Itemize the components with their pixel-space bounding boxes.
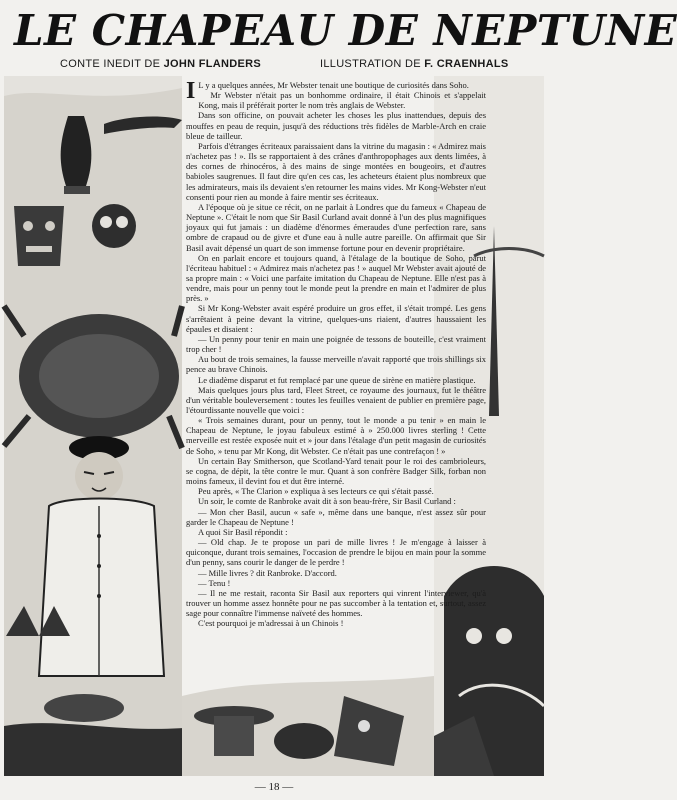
story-paragraph: Un certain Bay Smitherson, que Scotland-Yard tenait pour le roi des cambrioleurs, se cogna, de dépit, la tête contre le mur. Quant à son confrère Badger Silk, forban non moins fameux, il devint fou et dut être interné. [186, 455, 486, 487]
drop-cap: I [186, 78, 196, 104]
story-paragraph: — Mille livres ? dit Ranbroke. D'accord. [198, 567, 337, 578]
story-paragraph: A l'époque où je situe ce récit, on ne parlait à Londres que du fameux « Chapeau de Neptune ». C'était le nom que Sir Basil Curland avait donné à l'un des plus magnifiques joyaux qui fut jamais : un diadème d'énormes émeraudes d'une perfection rare, sans ombre de crapaud ou de givre et d'une eau à nulle autre pareille. On affirmait que Sir Basil avait dépensé un quart de son immense fortune pour en devenir propriétaire. [186, 201, 486, 253]
author-credit [60, 58, 261, 70]
story-paragraph: « Trois semaines durant, pour un penny, tout le monde a pu tenir » en main le Chapeau de Neptune, le joyau fabuleux estimé à » 250.000 livres sterling ! Cette merveille est restée exposée nuit et » jour dans l'étalage d'un petit magasin de curiosités de Soho, » tenu par Mr Kong, dit Webster. Ce n'était pas une contrefaçon ! » [186, 415, 486, 456]
author-name: JOHN FLANDERS [163, 58, 262, 70]
story-paragraph: Peu après, « The Clarion » expliqua à ses lecteurs ce qui s'était passé. [198, 486, 434, 497]
story-paragraph: Mr Webster n'était pas un bonhomme ordinaire, il était Chinois et s'appelait Kong, mais il préférait porter le nom très anglais de Webster. [198, 90, 486, 111]
story-paragraph: Parfois d'étranges écriteaux paraissaient dans la vitrine du magasin : « Admirez mais n'achetez pas ! ». Ils se rapportaient à des crânes d'anthropophages aux dents limées, à des cornes de rhinocéros, à des mains de singe montées en bougeoirs, et d'autres babioles saugrenues. Il faut dire qu'en ces cas, les acheteurs étaient plus nombreux que les admirateurs, mais ils devaient s'en retourner les mains vides. Mr Kong-Webster n'eut consenti pour rien au monde à faire mentir ses écriteaux. [186, 140, 486, 202]
story-paragraph: — Mon cher Basil, aucun « safe », même dans une banque, n'est assez sûr pour garder le Chapeau de Neptune ! [186, 506, 486, 527]
page-number: — 18 — [254, 781, 294, 793]
story-paragraph: A quoi Sir Basil répondit : [198, 526, 288, 537]
illustrator-credit [320, 58, 509, 70]
story-paragraph: — Il ne me restait, raconta Sir Basil aux reporters qui vinrent l'interviewer, qu'à trouver un homme assez honnête pour ne pas succomber à la tentation et, surtout, assez sage pour connaître l'immense naïveté des hommes. [186, 587, 486, 619]
story-paragraph: Si Mr Kong-Webster avait espéré produire un gros effet, il s'était trompé. Les gens s'arrêtaient à peine devant la vitrine, quelques-uns riaient, d'autres haussaient les épaules et disaient : [186, 303, 486, 334]
story-paragraph: C'est pourquoi je m'adressai à un Chinois ! [198, 618, 344, 629]
story-paragraph: Dans son officine, on pouvait acheter les choses les plus inattendues, depuis des mouffes en peau de requin, jusqu'à des réductions très fidèles de Marble-Arch en craie bleue de tailleur. [186, 110, 486, 141]
story-paragraph: — Tenu ! [198, 577, 231, 588]
paragraph-text: L y a quelques années, Mr Webster tenait une boutique de curiosités dans Soho. [198, 80, 469, 90]
author-label: CONTE INEDIT DE [60, 58, 161, 70]
illustrator-name: F. CRAENHALS [424, 58, 509, 70]
illustrator-label: ILLUSTRATION DE [320, 58, 421, 70]
story-paragraph: Au bout de trois semaines, la fausse merveille n'avait rapporté que trois shillings six pence au brave Chinois. [186, 354, 486, 375]
story-text [186, 80, 486, 628]
story-paragraph: — Old chap. Je te propose un pari de mille livres ! Je m'engage à laisser à quiconque, durant trois semaines, l'occasion de prendre le bijou en main pour la somme d'un penny, sans courir le danger de le perdre ! [186, 537, 486, 568]
story-paragraph: On en parlait encore et toujours quand, à l'étalage de la boutique de Soho, parut l'écriteau habituel : « Admirez mais n'achetez pas ! » auquel Mr Webster avait ajouté de sa propre main : « Voici une parfaite imitation du Chapeau de Neptune. Elle n'est pas à vendre, mais pour un penny tout le monde peut la prendre en main et l'admirer de plus près. » [186, 252, 486, 304]
story-paragraph: Un soir, le comte de Ranbroke avait dit à son beau-frère, Sir Basil Curland : [198, 496, 456, 507]
page-title: LE CHAPEAU DE NEPTUNE [14, 6, 677, 55]
story-paragraph: Mais quelques jours plus tard, Fleet Street, ce royaume des journaux, fut le théâtre d'un véritable bouleversement : toutes les feuilles venaient de publier en première page, l'étourdissante nouvelle que voici : [186, 384, 486, 415]
story-paragraph: — Un penny pour tenir en main une poignée de tessons de bouteille, c'est vraiment trop cher ! [186, 333, 486, 355]
story-paragraph: Le diadème disparut et fut remplacé par une queue de sirène en matière plastique. [198, 374, 476, 385]
